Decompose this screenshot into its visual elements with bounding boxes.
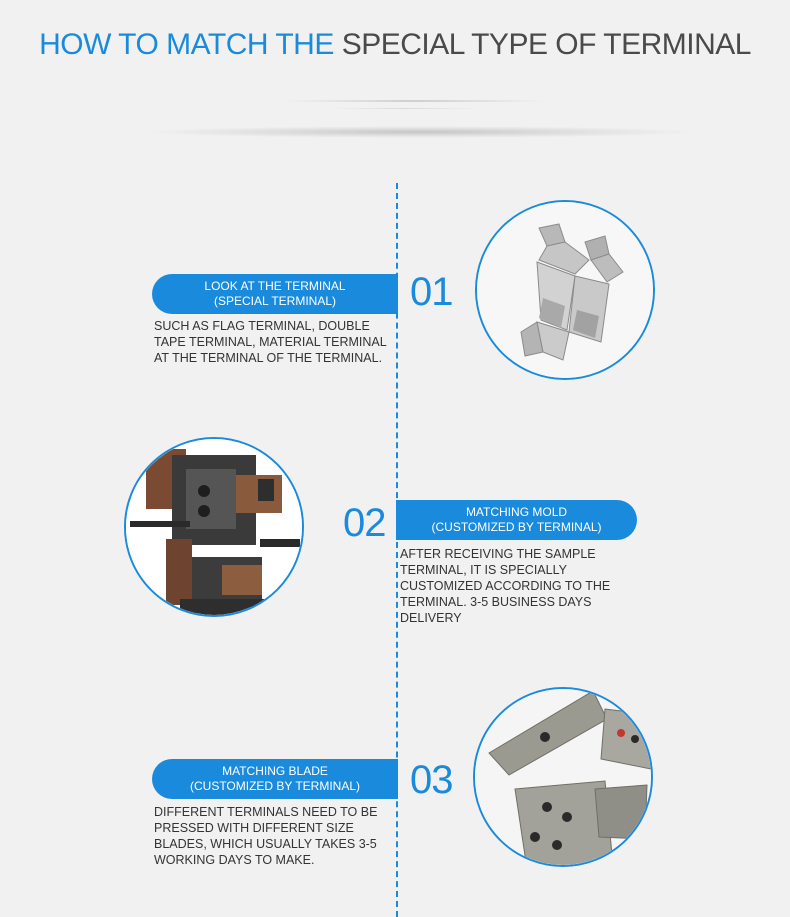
title-divider-secondary	[330, 108, 480, 109]
step-3-number: 03	[410, 758, 453, 802]
step-1-number: 01	[410, 270, 453, 314]
step-3-pill	[152, 759, 398, 799]
step-2-subtitle: (CUSTOMIZED BY TERMINAL)	[431, 520, 602, 534]
step-1-subtitle: (SPECIAL TERMINAL)	[213, 294, 337, 308]
step-2-title: MATCHING MOLD	[465, 505, 568, 519]
step-2-pill	[396, 500, 637, 540]
title-divider	[285, 100, 545, 102]
step-1-title: LOOK AT THE TERMINAL	[204, 279, 346, 293]
step-3-description: DIFFERENT TERMINALS NEED TO BE PRESSED WITH DIFFERENT SIZE BLADES, WHICH USUALLY TAKES 3-5 WORKING DAYS TO MAKE.	[154, 805, 378, 867]
step-2-number: 02	[343, 501, 386, 545]
crimping-mold-photo	[124, 437, 304, 617]
step-3-subtitle: (CUSTOMIZED BY TERMINAL)	[189, 779, 361, 793]
header-shadow	[140, 126, 700, 138]
step-1-pill	[152, 274, 398, 314]
flag-terminal-photo	[475, 200, 655, 380]
step-2-description: AFTER RECEIVING THE SAMPLE TERMINAL, IT IS SPECIALLY CUSTOMIZED ACCORDING TO THE TERMINAL. 3-5 BUSINESS DAYS DELIVERY	[400, 547, 611, 625]
page-title	[0, 28, 790, 62]
step-3-title: MATCHING BLADE	[222, 764, 328, 778]
title-rest: SPECIAL TYPE OF TERMINAL	[341, 28, 751, 61]
title-highlight: HOW TO MATCH THE	[39, 28, 334, 61]
step-1-description: SUCH AS FLAG TERMINAL, DOUBLE TAPE TERMINAL, MATERIAL TERMINAL AT THE TERMINAL OF THE TERMINAL.	[154, 319, 387, 365]
blades-photo	[473, 687, 653, 867]
